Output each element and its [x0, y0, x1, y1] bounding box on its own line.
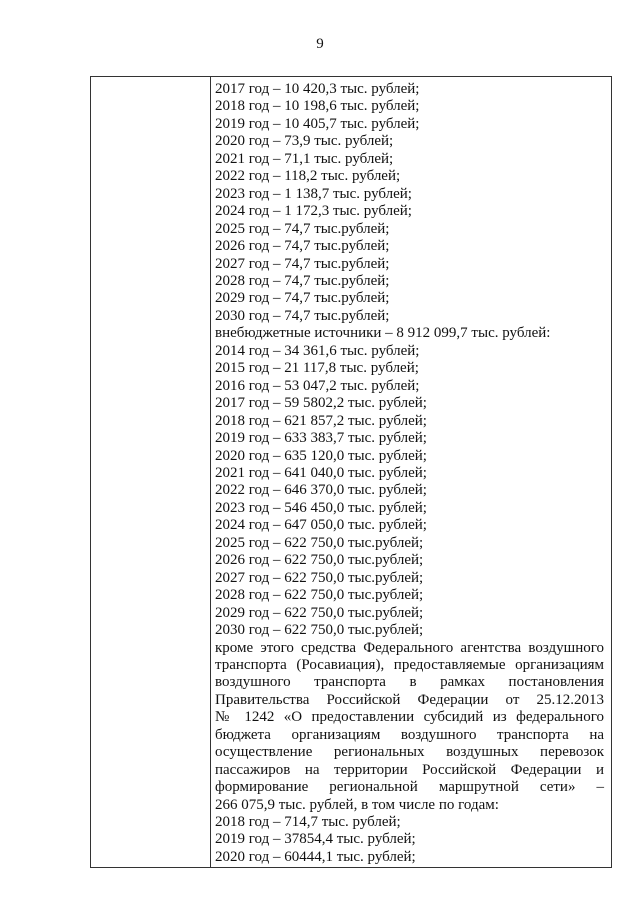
- budget-year-line: 2030 год – 74,7 тыс.рублей;: [215, 307, 390, 324]
- paragraph-line: Правительства Российской Федерации от 25.12.2013: [215, 691, 604, 708]
- extrabudget-year-line: 2025 год – 622 750,0 тыс.рублей;: [215, 534, 424, 551]
- extrabudget-year-line: 2023 год – 546 450,0 тыс. рублей;: [215, 499, 427, 516]
- budget-funding-list: [215, 81, 604, 325]
- budget-year-line: 2017 год – 10 420,3 тыс. рублей;: [215, 81, 420, 97]
- extrabudget-year-line: 2024 год – 647 050,0 тыс. рублей;: [215, 517, 427, 534]
- paragraph-line: транспорта (Росавиация), предоставляемые организациям: [215, 656, 604, 673]
- extrabudget-year-line: 2030 год – 622 750,0 тыс.рублей;: [215, 622, 424, 639]
- extrabudget-year-line: 2026 год – 622 750,0 тыс.рублей;: [215, 552, 424, 569]
- paragraph-line: № 1242 «О предоставлении субсидий из федерального: [215, 709, 604, 726]
- extrabudget-year-line: 2029 год – 622 750,0 тыс.рублей;: [215, 604, 424, 621]
- budget-year-line: 2021 год – 71,1 тыс. рублей;: [215, 150, 394, 167]
- extrabudget-year-line: 2027 год – 622 750,0 тыс.рублей;: [215, 569, 424, 586]
- extrabudget-year-line: 2015 год – 21 117,8 тыс. рублей;: [215, 360, 419, 377]
- paragraph-last-line: 266 075,9 тыс. рублей, в том числе по годам:: [215, 796, 499, 813]
- budget-year-line: 2022 год – 118,2 тыс. рублей;: [215, 168, 401, 185]
- subsidy-year-line: 2018 год – 714,7 тыс. рублей;: [215, 814, 401, 831]
- budget-year-line: 2019 год – 10 405,7 тыс. рублей;: [215, 115, 420, 132]
- subsidy-funding-list: [215, 814, 604, 866]
- budget-year-line: 2023 год – 1 138,7 тыс. рублей;: [215, 185, 412, 202]
- extrabudget-year-line: 2020 год – 635 120,0 тыс. рублей;: [215, 447, 427, 464]
- extrabudget-year-line: 2022 год – 646 370,0 тыс. рублей;: [215, 482, 427, 499]
- budget-year-line: 2018 год – 10 198,6 тыс. рублей;: [215, 98, 420, 115]
- column-divider: [210, 77, 211, 867]
- extrabudget-funding-list: [215, 343, 604, 640]
- budget-year-line: 2029 год – 74,7 тыс.рублей;: [215, 290, 390, 307]
- budget-year-line: 2025 год – 74,7 тыс.рублей;: [215, 220, 390, 237]
- budget-year-line: 2028 год – 74,7 тыс.рублей;: [215, 272, 390, 289]
- funding-text-cell: [215, 81, 604, 866]
- paragraph-line: формирование региональной маршрутной сети» –: [215, 779, 604, 796]
- subsidy-year-line: 2019 год – 37854,4 тыс. рублей;: [215, 831, 416, 848]
- extrabudget-year-line: 2021 год – 641 040,0 тыс. рублей;: [215, 464, 427, 481]
- paragraph-line: пассажиров на территории Российской Федерации и: [215, 761, 604, 778]
- paragraph-line: воздушного транспорта в рамках постановления: [215, 674, 604, 691]
- extrabudget-year-line: 2017 год – 59 5802,2 тыс. рублей;: [215, 395, 427, 412]
- program-table: [90, 76, 612, 868]
- extrabudget-year-line: 2014 год – 34 361,6 тыс. рублей;: [215, 342, 420, 359]
- extrabudget-year-line: 2028 год – 622 750,0 тыс.рублей;: [215, 587, 424, 604]
- extrabudget-year-line: 2018 год – 621 857,2 тыс. рублей;: [215, 412, 427, 429]
- page-number: 9: [316, 36, 324, 52]
- budget-year-line: 2020 год – 73,9 тыс. рублей;: [215, 133, 394, 150]
- extrabudget-year-line: 2019 год – 633 383,7 тыс. рублей;: [215, 430, 427, 447]
- budget-year-line: 2027 год – 74,7 тыс.рублей;: [215, 255, 390, 272]
- budget-year-line: 2024 год – 1 172,3 тыс. рублей;: [215, 203, 412, 220]
- subsidy-year-line: 2020 год – 60444,1 тыс. рублей;: [215, 848, 416, 865]
- rosaviation-paragraph: [215, 640, 604, 797]
- paragraph-line: бюджета организациям воздушного транспорта на: [215, 726, 604, 743]
- paragraph-line: осуществление региональных воздушных перевозок: [215, 744, 604, 761]
- extrabudget-year-line: 2016 год – 53 047,2 тыс. рублей;: [215, 377, 420, 394]
- budget-year-line: 2026 год – 74,7 тыс.рублей;: [215, 238, 390, 255]
- extrabudget-header: внебюджетные источники – 8 912 099,7 тыс. рублей:: [215, 325, 551, 342]
- paragraph-line: кроме этого средства Федерального агентства воздушного: [215, 639, 604, 656]
